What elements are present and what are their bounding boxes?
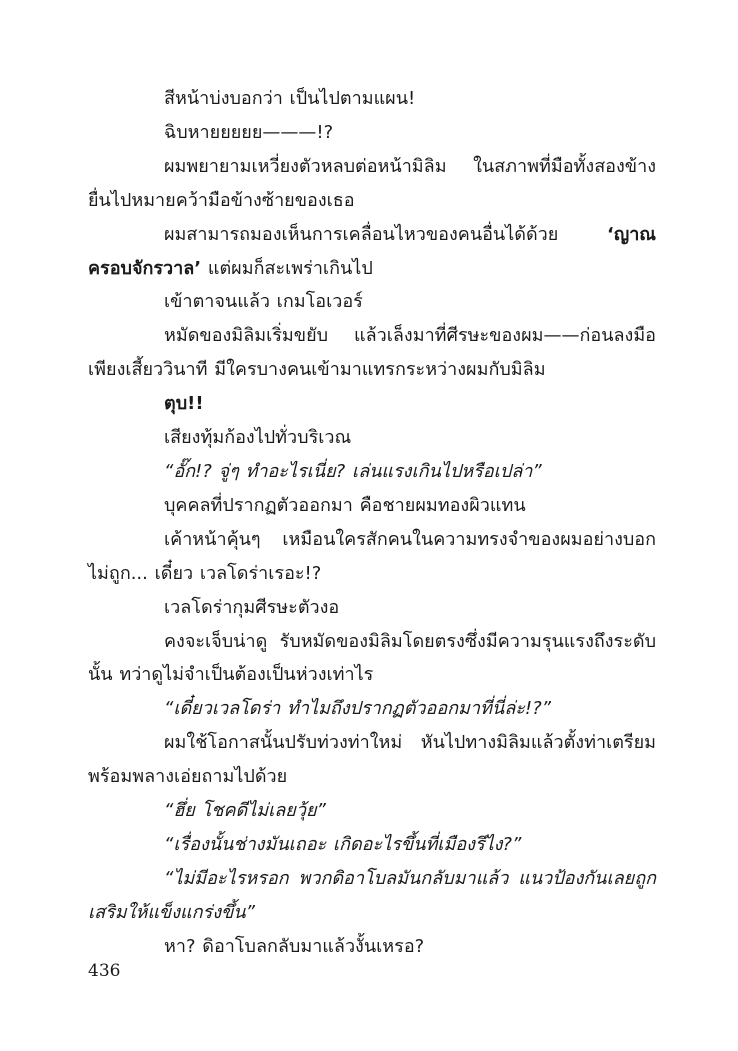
skill-name: ‘ญาณครอบจักรวาล’ xyxy=(88,223,656,279)
paragraph: เค้าหน้าคุ้นๆ เหมือนใครสักคนในความทรงจำของผมอย่างบอกไม่ถูก... เดี๋ยว เวลโดร่าเรอะ!? xyxy=(88,528,656,584)
paragraph: ผมพยายามเหวี่ยงตัวหลบต่อหน้ามิลิม ในสภาพที่มือทั้งสองข้างยื่นไปหมายคว้ามือข้างซ้ายของเธอ xyxy=(88,155,656,211)
paragraph: เสียงทุ้มก้องไปทั่วบริเวณ xyxy=(164,427,352,449)
dialogue-line: “ไม่มีอะไรหรอก พวกดิอาโบลมันกลับมาแล้ว แนวป้องกันเลยถูกเสริมให้แข็งแกร่งขึ้น” xyxy=(88,867,656,923)
paragraph: คงจะเจ็บน่าดู รับหมัดของมิลิมโดยตรงซึ่งมีความรุนแรงถึงระดับนั้น ทว่าดูไม่จำเป็นต้องเป็นห่วงเท่าไร xyxy=(88,630,656,686)
paragraph xyxy=(88,218,656,286)
body-text xyxy=(88,82,656,964)
paragraph: หมัดของมิลิมเริ่มขยับ แล้วเล็งมาที่ศีรษะของผม——ก่อนลงมือเพียงเสี้ยววินาที มีใครบางคนเข้ามาแทรกระหว่างผมกับมิลิม xyxy=(88,325,656,381)
dialogue-line: “ฮึ่ย โชคดีไม่เลยวุ้ย” xyxy=(164,800,326,822)
paragraph: ฉิบหายยยยย———!? xyxy=(164,121,334,143)
page-number: 436 xyxy=(88,961,121,981)
paragraph: หา? ดิอาโบลกลับมาแล้วงั้นเหรอ? xyxy=(164,935,425,957)
paragraph: สีหน้าบ่งบอกว่า เป็นไปตามแผน! xyxy=(164,88,416,109)
dialogue-line: “อั๊ก!? จู่ๆ ทำอะไรเนี่ย? เล่นแรงเกินไปหรือเปล่า” xyxy=(164,460,542,482)
paragraph: เข้าตาจนแล้ว เกมโอเวอร์ xyxy=(164,291,363,313)
paragraph-text: แต่ผมก็สะเพร่าเกินไป xyxy=(201,257,373,279)
dialogue-line: “เดี๋ยวเวลโดร่า ทำไมถึงปรากฏตัวออกมาที่นี่ล่ะ!?” xyxy=(164,698,551,720)
paragraph-text: ผมสามารถมองเห็นการเคลื่อนไหวของคนอื่นได้ด้วย xyxy=(164,223,608,245)
sound-effect: ตุบ!! xyxy=(164,393,204,415)
paragraph: บุคคลที่ปรากฏตัวออกมา คือชายผมทองผิวแทน xyxy=(164,494,526,516)
paragraph: ผมใช้โอกาสนั้นปรับท่วงท่าใหม่ หันไปทางมิลิมแล้วตั้งท่าเตรียมพร้อมพลางเอ่ยถามไปด้วย xyxy=(88,732,656,788)
dialogue-line: “เรื่องนั้นช่างมันเถอะ เกิดอะไรขึ้นที่เมืองรึไง?” xyxy=(164,833,522,855)
paragraph: เวลโดร่ากุมศีรษะตัวงอ xyxy=(164,596,340,618)
